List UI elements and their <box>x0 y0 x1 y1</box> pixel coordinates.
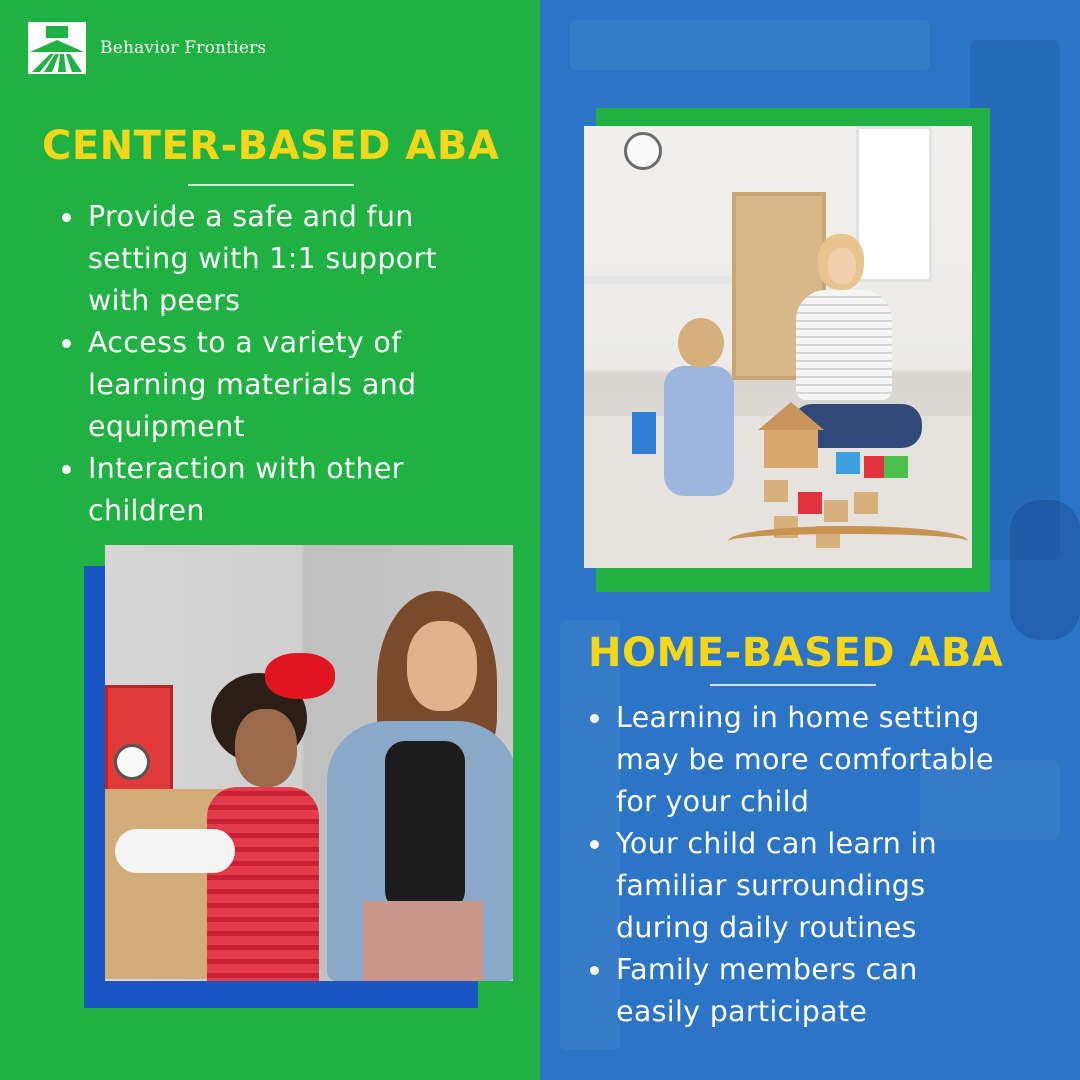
bullet-line: for your child <box>616 785 810 818</box>
toy-house-body <box>764 430 818 468</box>
bullet-line: Family members can <box>616 953 918 986</box>
bullet-line: children <box>88 494 205 527</box>
girl-hair-bow <box>265 653 335 699</box>
bullet-line: during daily routines <box>616 911 917 944</box>
bullet-line: Learning in home setting <box>616 701 980 734</box>
therapist-face <box>407 621 477 711</box>
mother-shirt <box>796 290 892 400</box>
toddler-figure <box>656 318 746 518</box>
bullet-line: setting with 1:1 support <box>88 242 437 275</box>
bullet-line: equipment <box>88 410 245 443</box>
toy-block <box>854 492 878 514</box>
home-title-divider <box>710 684 876 686</box>
home-title: HOME-BASED ABA <box>588 630 1004 676</box>
toy-block <box>632 432 656 454</box>
background-shelf <box>570 20 930 70</box>
bullet-line: Your child can learn in <box>616 827 938 860</box>
girl-arm <box>115 829 235 873</box>
toy-block <box>884 456 908 478</box>
bullet-line: with peers <box>88 284 241 317</box>
toy-block <box>836 452 860 474</box>
toddler-head <box>678 318 724 368</box>
toy-house-roof <box>758 402 824 430</box>
home-bullet-item <box>584 949 1064 1033</box>
toddler-body <box>664 366 734 496</box>
brand-logo <box>28 22 266 74</box>
bullet-line: Provide a safe and fun <box>88 200 414 233</box>
toy-clock <box>114 744 150 780</box>
desk <box>584 276 754 284</box>
center-bullet-item <box>56 196 526 322</box>
toy-block <box>824 500 848 522</box>
bullet-line: Access to a variety of <box>88 326 402 359</box>
brand-name: Behavior Frontiers <box>100 38 267 58</box>
center-photo <box>105 545 513 981</box>
home-bullet-list <box>584 697 1064 1033</box>
background-toy <box>1010 500 1080 640</box>
toy-block <box>764 480 788 502</box>
center-bullet-list <box>56 196 526 532</box>
toy-block <box>798 492 822 514</box>
home-bullet-item <box>584 823 1064 949</box>
center-bullet-item <box>56 322 526 448</box>
home-photo <box>584 126 972 568</box>
therapist-pants <box>363 901 483 981</box>
mother-face <box>828 248 856 284</box>
girl-shirt <box>207 787 319 981</box>
behavior-frontiers-logo-icon <box>28 22 86 74</box>
toy-house <box>758 402 824 468</box>
bullet-line: Interaction with other <box>88 452 404 485</box>
girl-face <box>235 709 297 787</box>
center-title-divider <box>188 184 354 186</box>
wall-clock <box>624 132 662 170</box>
bullet-line: learning materials and <box>88 368 417 401</box>
toy-block <box>632 412 656 434</box>
bullet-line: familiar surroundings <box>616 869 926 902</box>
bullet-line: may be more comfortable <box>616 743 994 776</box>
toy-train-track <box>728 526 968 556</box>
center-title: CENTER-BASED ABA <box>42 123 500 169</box>
therapist-shirt <box>385 741 465 911</box>
center-bullet-item <box>56 448 526 532</box>
bullet-line: easily participate <box>616 995 868 1028</box>
home-bullet-item <box>584 697 1064 823</box>
girl-figure <box>165 653 375 981</box>
